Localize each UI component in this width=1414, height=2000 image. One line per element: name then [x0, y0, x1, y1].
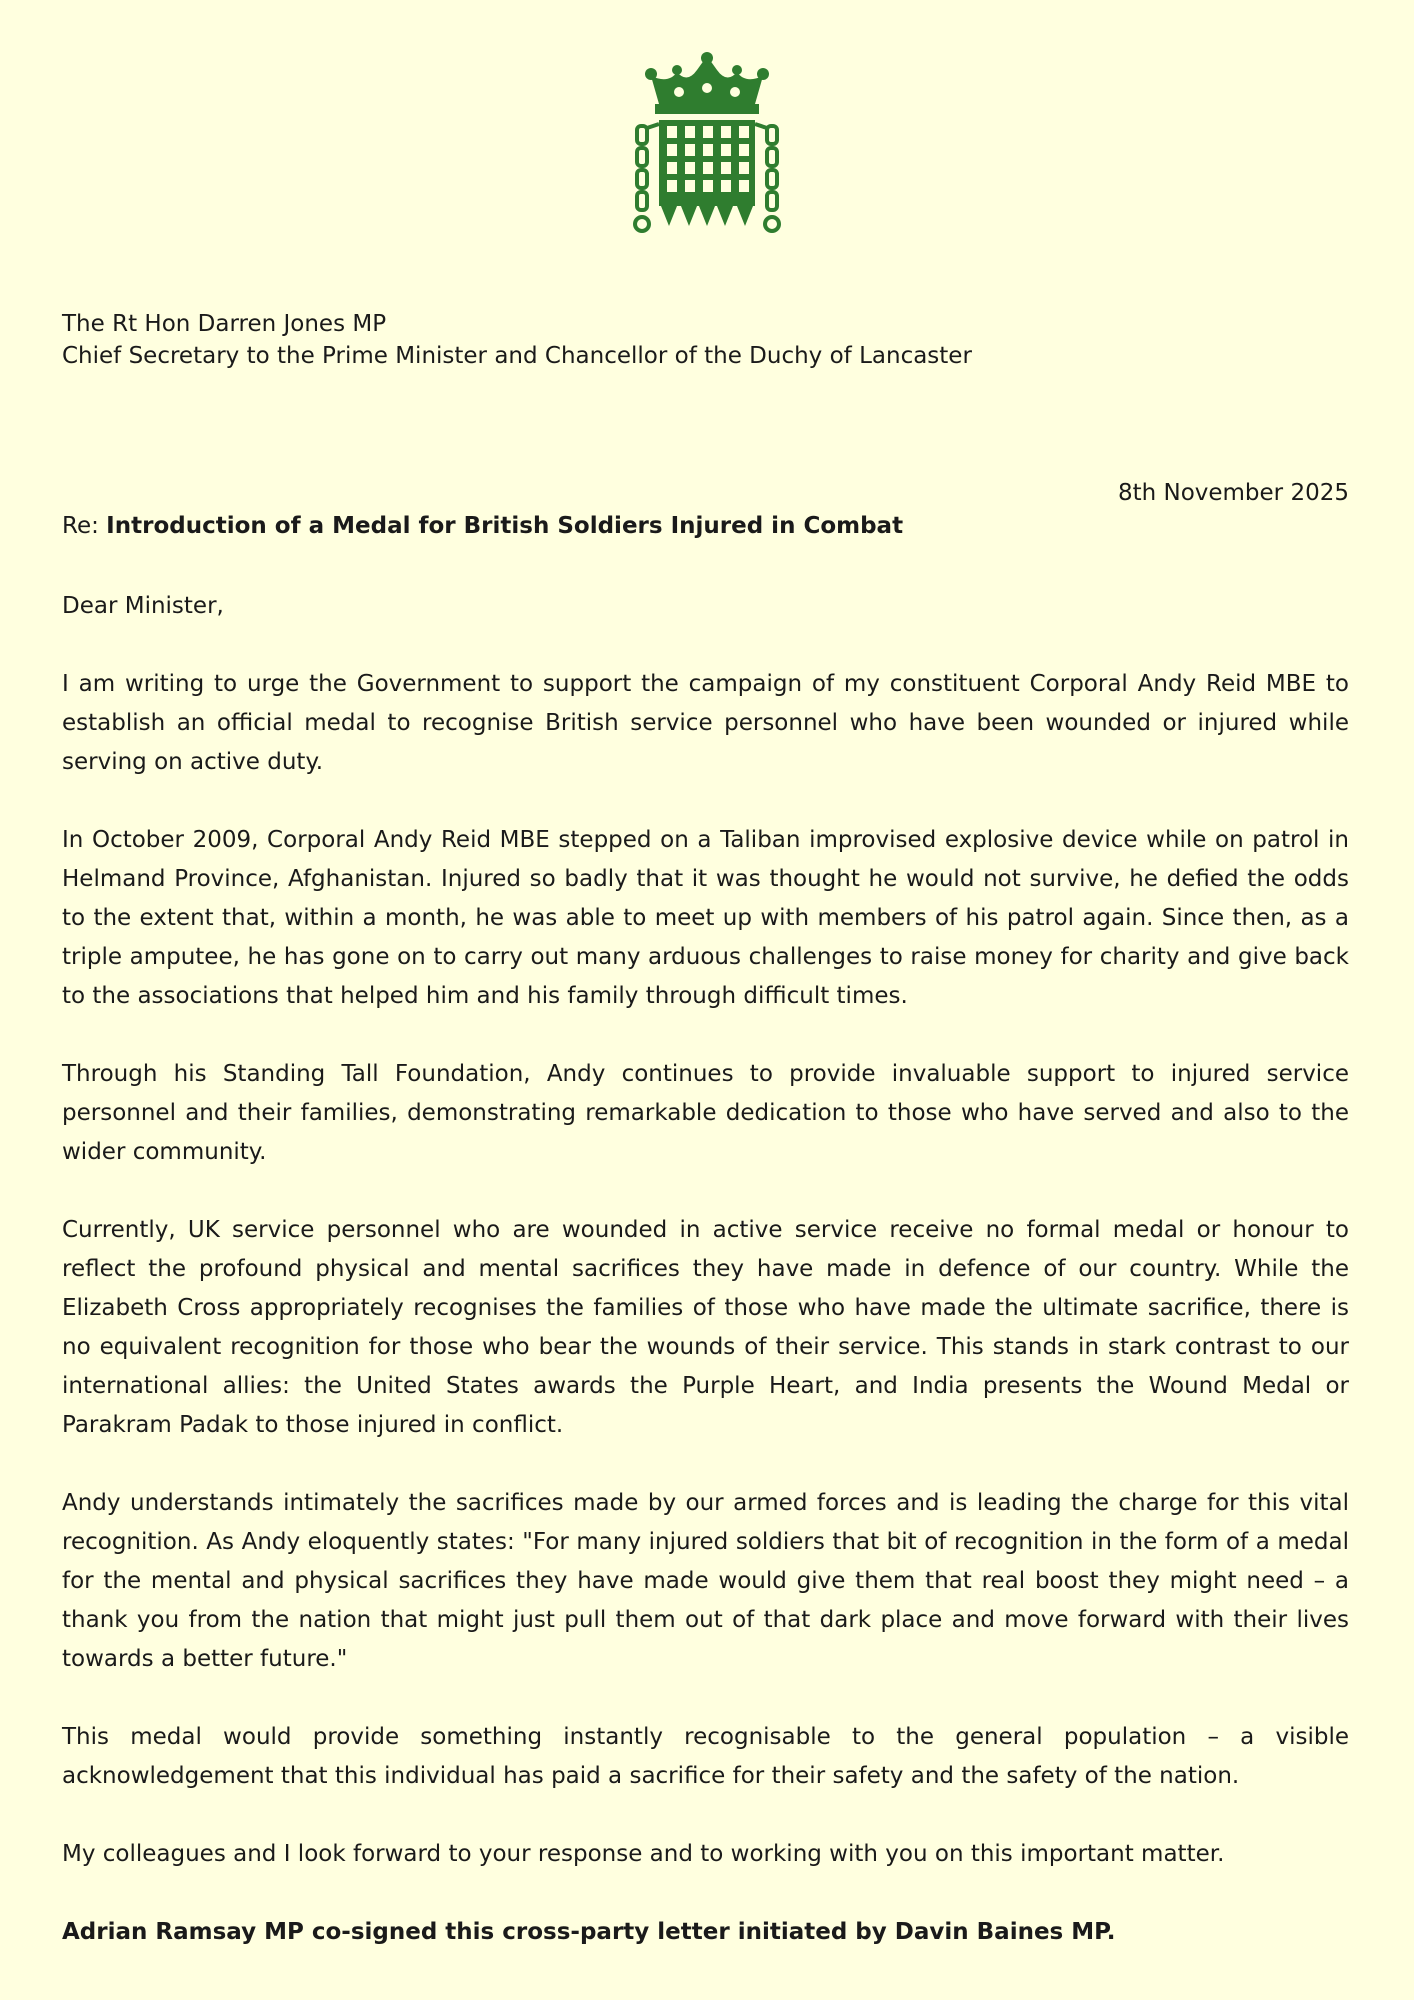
addressee-block — [62, 308, 972, 372]
letter-date: 8th November 2025 — [1117, 480, 1349, 506]
paragraph: Through his Standing Tall Foundation, Andy continues to provide invaluable support to injured service personnel and their families, demonstrating remarkable dedication to those who have served and also to the wider community. — [62, 1061, 1349, 1165]
subject-prefix: Re: — [62, 513, 99, 539]
paragraph: In October 2009, Corporal Andy Reid MBE stepped on a Taliban improvised explosive device while on patrol in Helmand Province, Afghanistan. Injured so badly that it was thought he would not survive, he defied the odds to the extent that, within a month, he was able to meet up with members of his patrol again. Since then, as a triple amputee, he has gone on to carry out many arduous challenges to raise money for charity and give back to the associations that helped him and his family through difficult times. — [62, 827, 1349, 1009]
subject-line — [62, 510, 903, 542]
paragraph: My colleagues and I look forward to your response and to working with you on this important matter. — [62, 1841, 1225, 1867]
salutation: Dear Minister, — [62, 593, 224, 619]
addressee-title: Chief Secretary to the Prime Minister and Chancellor of the Duchy of Lancaster — [62, 343, 972, 369]
addressee-name: The Rt Hon Darren Jones MP — [62, 311, 387, 337]
portcullis-crest-icon — [629, 50, 785, 238]
letter-body — [62, 587, 1349, 1952]
paragraph: This medal would provide something instantly recognisable to the general population – a visible acknowledgement that this individual has paid a sacrifice for their safety and the safety of the nation. — [62, 1724, 1349, 1789]
subject-title: Introduction of a Medal for British Soldiers Injured in Combat — [106, 513, 904, 539]
paragraph: Andy understands intimately the sacrifices made by our armed forces and is leading the charge for this vital recognition. As Andy eloquently states: "For many injured soldiers that bit of recognition in the form of a medal for the mental and physical sacrifices they have made would give them that real boost they might need – a thank you from the nation that might just pull them out of that dark place and move forward with their lives towards a better future." — [62, 1490, 1349, 1672]
signoff: Adrian Ramsay MP co-signed this cross-party letter initiated by Davin Baines MP. — [62, 1919, 1116, 1945]
paragraph: I am writing to urge the Government to support the campaign of my constituent Corporal Andy Reid MBE to establish an official medal to recognise British service personnel who have been wounded or injured while serving on active duty. — [62, 671, 1349, 775]
paragraph: Currently, UK service personnel who are wounded in active service receive no formal medal or honour to reflect the profound physical and mental sacrifices they have made in defence of our country. While the Elizabeth Cross appropriately recognises the families of those who have made the ultimate sacrifice, there is no equivalent recognition for those who bear the wounds of their service. This stands in stark contrast to our international allies: the United States awards the Purple Heart, and India presents the Wound Medal or Parakram Padak to those injured in conflict. — [62, 1217, 1349, 1438]
